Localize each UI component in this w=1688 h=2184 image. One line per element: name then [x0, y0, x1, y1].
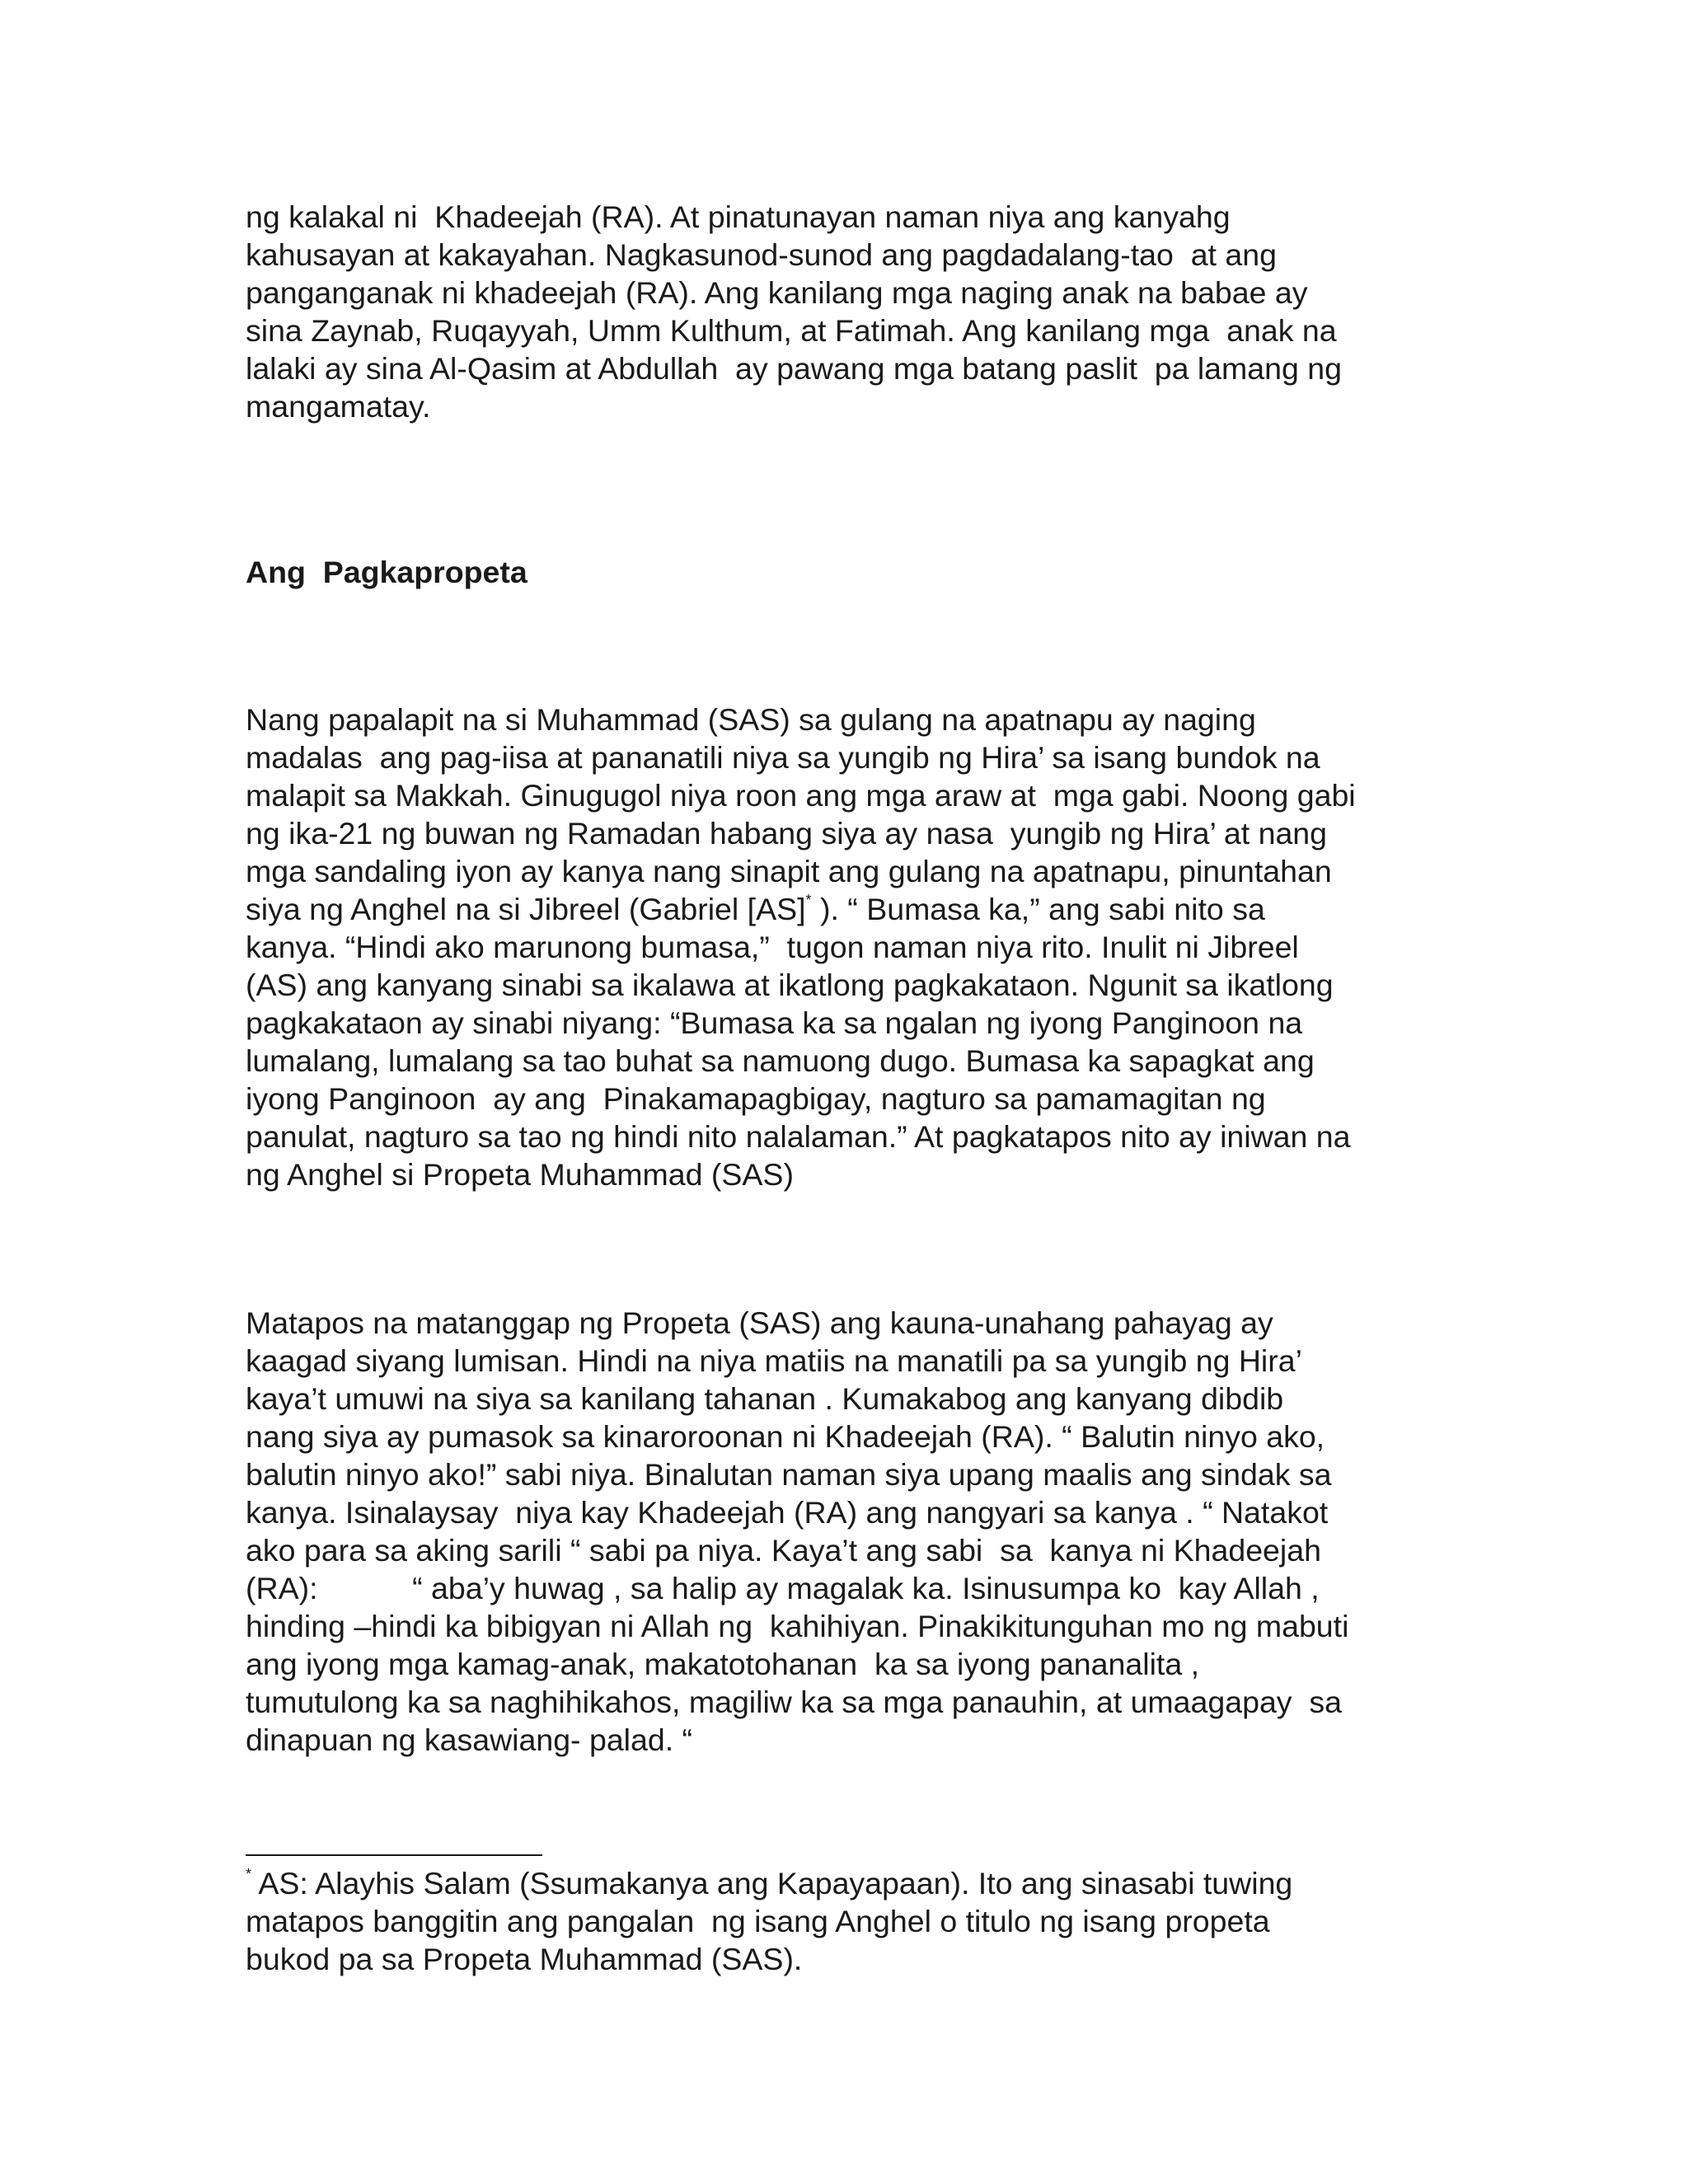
footnote-line [246, 1864, 1449, 1902]
text-segment: AS: Alayhis Salam (Ssumakanya ang Kapayapaan). Ito ang sinasabi tuwing [251, 1866, 1293, 1900]
text-line: kaagad siyang lumisan. Hindi na niya matiis na manatili pa sa yungib ng Hira’ [246, 1343, 1302, 1378]
text-line: tumutulong ka sa naghihikahos, magiliw ka sa mga panauhin, at umaagapay sa [246, 1685, 1342, 1719]
footnote-separator [246, 1854, 542, 1856]
text-line: dinapuan ng kasawiang- palad. “ [246, 1722, 693, 1757]
text-line: hinding –hindi ka bibigyan ni Allah ng kahihiyan. Pinakikitunguhan mo ng mabuti [246, 1609, 1349, 1643]
text-line: balutin ninyo ako!” sabi niya. Binalutan naman siya upang maalis ang sindak sa [246, 1457, 1332, 1492]
text-line: Nang papalapit na si Muhammad (SAS) sa gulang na apatnapu ay naging [246, 702, 1256, 737]
text-line-with-footnote [246, 890, 1449, 928]
text-line: madalas ang pag-iisa at pananatili niya sa yungib ng Hira’ sa isang bundok na [246, 740, 1320, 775]
section-heading: Ang Pagkapropeta [246, 555, 528, 589]
text-line: (AS) ang kanyang sinabi sa ikalawa at ikatlong pagkakataon. Ngunit sa ikatlong [246, 968, 1334, 1002]
text-line: lalaki ay sina Al-Qasim at Abdullah ay pawang mga batang paslit pa lamang ng [246, 351, 1342, 386]
footnote-marker: * [246, 1866, 252, 1882]
text-segment: siya ng Anghel na si Jibreel (Gabriel [AS] [246, 892, 806, 926]
text-line: (RA): “ aba’y huwag , sa halip ay magalak ka. Isinusumpa ko kay Allah , [246, 1571, 1320, 1605]
text-line: kahusayan at kakayahan. Nagkasunod-sunod ang pagdadalang-tao at ang [246, 237, 1277, 272]
paragraph-prophethood [246, 701, 1449, 1193]
text-line: Matapos na matanggap ng Propeta (SAS) ang kauna-unahang pahayag ay [246, 1305, 1273, 1340]
footnote-line: bukod pa sa Propeta Muhammad (SAS). [246, 1942, 803, 1976]
text-line: iyong Panginoon ay ang Pinakamapagbigay, nagturo sa pamamagitan ng [246, 1081, 1266, 1116]
text-line: sina Zaynab, Ruqayyah, Umm Kulthum, at Fatimah. Ang kanilang mga anak na [246, 313, 1337, 348]
text-line: kanya. Isinalaysay niya kay Khadeejah (RA) ang nangyari sa kanya . “ Natakot [246, 1495, 1329, 1530]
footnote-line: matapos banggitin ang pangalan ng isang Anghel o titulo ng isang propeta [246, 1904, 1270, 1938]
text-line: ako para sa aking sarili “ sabi pa niya. Kaya’t ang sabi sa kanya ni Khadeejah [246, 1533, 1321, 1568]
text-line: ang iyong mga kamag-anak, makatotohanan ka sa iyong pananalita , [246, 1647, 1200, 1681]
footnote-reference[interactable]: * [805, 892, 812, 908]
text-line: ng ika-21 ng buwan ng Ramadan habang siya ay nasa yungib ng Hira’ at nang [246, 816, 1328, 851]
text-segment: ). “ Bumasa ka,” ang sabi nito sa [811, 892, 1265, 926]
text-line: ng Anghel si Propeta Muhammad (SAS) [246, 1157, 794, 1192]
text-line: malapit sa Makkah. Ginugugol niya roon ang mga araw at mga gabi. Noong gabi [246, 778, 1356, 813]
page-body [246, 198, 1449, 1759]
text-line: kanya. “Hindi ako marunong bumasa,” tugon naman niya rito. Inulit ni Jibreel [246, 930, 1299, 964]
text-line: mangamatay. [246, 389, 431, 424]
text-line: panulat, nagturo sa tao ng hindi nito nalalaman.” At pagkatapos nito ay iniwan na [246, 1119, 1351, 1154]
text-line: mga sandaling iyon ay kanya nang sinapit ang gulang na apatnapu, pinuntahan [246, 854, 1332, 888]
paragraph-return-home [246, 1304, 1449, 1759]
paragraph-intro [246, 198, 1449, 425]
text-line: ng kalakal ni Khadeejah (RA). At pinatunayan naman niya ang kanyahg [246, 199, 1231, 234]
text-line: nang siya ay pumasok sa kinaroroonan ni Khadeejah (RA). “ Balutin ninyo ako, [246, 1419, 1325, 1454]
text-line: lumalang, lumalang sa tao buhat sa namuong dugo. Bumasa ka sapagkat ang [246, 1043, 1315, 1078]
text-line: kaya’t umuwi na siya sa kanilang tahanan . Kumakabog ang kanyang dibdib [246, 1381, 1284, 1416]
text-line: panganganak ni khadeejah (RA). Ang kanilang mga naging anak na babae ay [246, 275, 1308, 310]
footnote [246, 1864, 1449, 1978]
text-line: pagkakataon ay sinabi niyang: “Bumasa ka sa ngalan ng iyong Panginoon na [246, 1005, 1303, 1040]
